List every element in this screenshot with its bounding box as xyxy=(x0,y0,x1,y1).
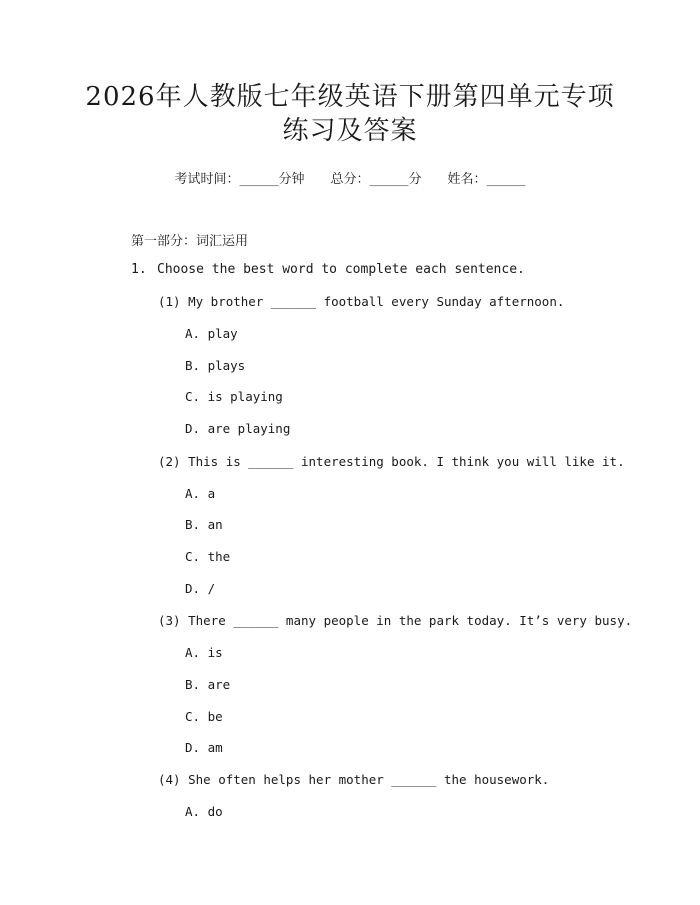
item-3-option-a: A. is xyxy=(185,645,223,660)
exam-score: 总分：______分 xyxy=(330,172,422,187)
question-1 xyxy=(131,262,525,277)
item-2-option-a: A. a xyxy=(185,486,216,501)
item-3-option-b: B. are xyxy=(185,677,231,692)
page-title xyxy=(0,80,700,148)
item-2-option-d: D. / xyxy=(185,581,216,596)
student-name: 姓名：______ xyxy=(447,172,526,187)
exam-meta xyxy=(0,168,700,187)
item-2-option-b: B. an xyxy=(185,517,223,532)
item-1-label: (1) My brother ______ football every Sunday afternoon. xyxy=(158,294,565,309)
item-4-label: (4) She often helps her mother ______ the housework. xyxy=(158,772,550,787)
item-4-option-a: A. do xyxy=(185,804,223,819)
item-3-label: (3) There ______ many people in the park today. It’s very busy. xyxy=(158,613,633,628)
item-1-option-c: C. is playing xyxy=(185,389,283,404)
question-text: Choose the best word to complete each sentence. xyxy=(157,262,525,277)
title-line-1: 2026年人教版七年级英语下册第四单元专项 xyxy=(85,82,615,112)
item-3-option-d: D. am xyxy=(185,740,223,755)
section-heading: 第一部分：词汇运用 xyxy=(131,234,249,249)
item-2-label: (2) This is ______ interesting book. I think you will like it. xyxy=(158,454,625,469)
question-number: 1. xyxy=(131,262,147,277)
item-1-option-a: A. play xyxy=(185,326,238,341)
title-line-2: 练习及答案 xyxy=(282,116,418,146)
item-2-option-c: C. the xyxy=(185,549,231,564)
item-3-option-c: C. be xyxy=(185,709,223,724)
item-1-option-d: D. are playing xyxy=(185,421,291,436)
item-1-option-b: B. plays xyxy=(185,358,246,373)
exam-time: 考试时间：______分钟 xyxy=(174,172,305,187)
